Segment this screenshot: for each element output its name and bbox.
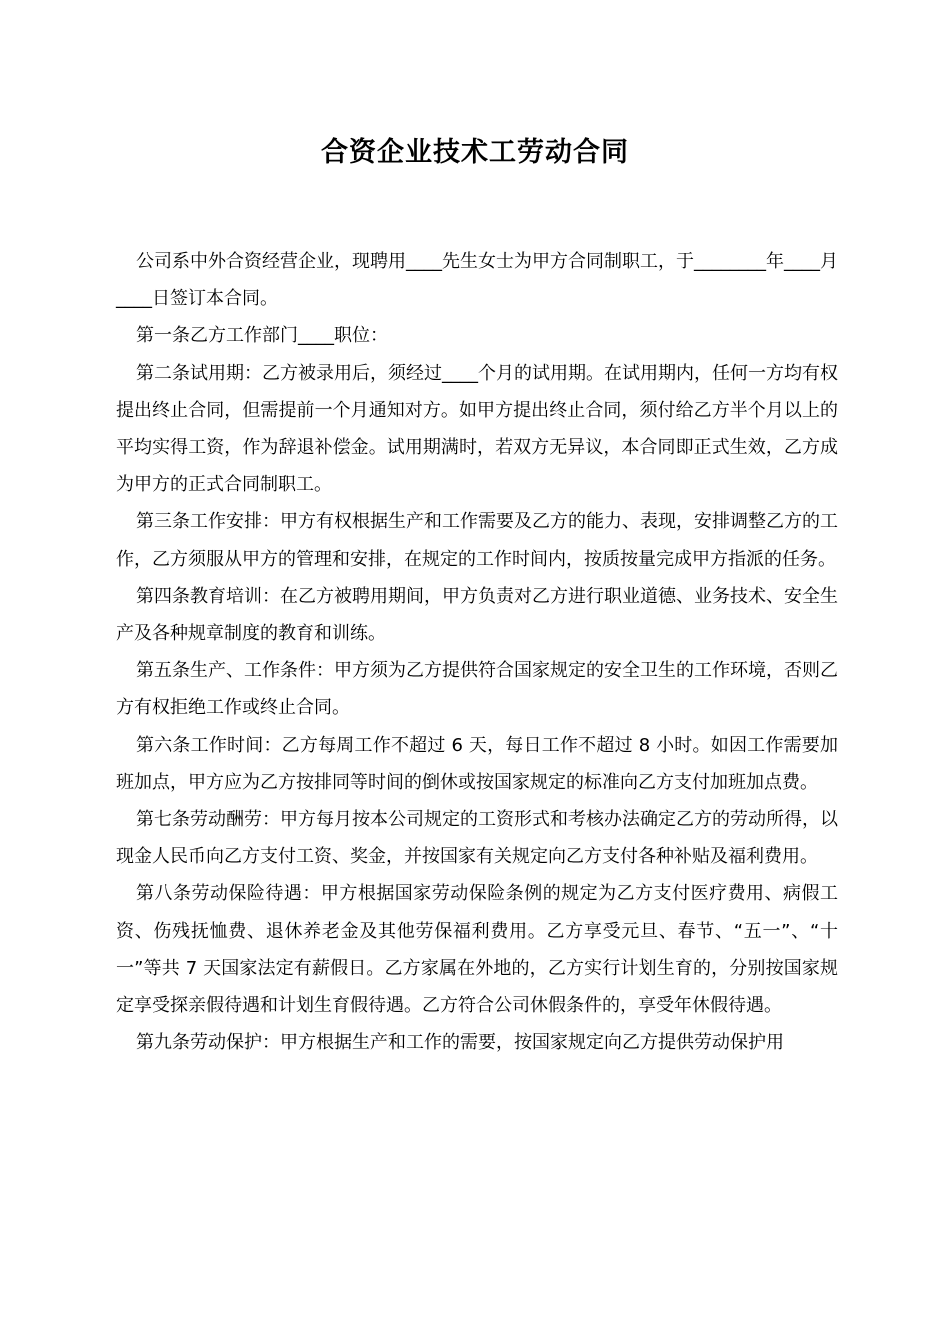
paragraph-article-3: 第三条工作安排：甲方有权根据生产和工作需要及乙方的能力、表现，安排调整乙方的工作，乙方须服从甲方的管理和安排，在规定的工作时间内，按质按量完成甲方指派的任务。 [116,511,838,570]
paragraph-article-2: 第二条试用期：乙方被录用后，须经过____个月的试用期。在试用期内，任何一方均有权提出终止合同，但需提前一个月通知对方。如甲方提出终止合同，须付给乙方半个月以上的平均实得工资，作为辞退补偿金。试用期满时，若双方无异议，本合同即正式生效，乙方成为甲方的正式合同制职工。 [116,362,838,496]
paragraph-article-7: 第七条劳动酬劳：甲方每月按本公司规定的工资形式和考核办法确定乙方的劳动所得，以现金人民币向乙方支付工资、奖金，并按国家有关规定向乙方支付各种补贴及福利费用。 [116,809,838,868]
paragraph-article-1: 第一条乙方工作部门____职位： [136,325,388,347]
document-title: 合资企业技术工劳动合同 [321,137,629,168]
paragraph-article-9: 第九条劳动保护：甲方根据生产和工作的需要，按国家规定向乙方提供劳动保护用 [136,1032,784,1054]
paragraph-article-4: 第四条教育培训：在乙方被聘用期间，甲方负责对乙方进行职业道德、业务技术、安全生产及各种规章制度的教育和训练。 [116,585,838,645]
paragraph-article-6: 第六条工作时间：乙方每周工作不超过 6 天，每日工作不超过 8 小时。如因工作需要加班加点，甲方应为乙方按排同等时间的倒休或按国家规定的标准向乙方支付加班加点费。 [116,734,838,793]
paragraph-article-5: 第五条生产、工作条件：甲方须为乙方提供符合国家规定的安全卫生的工作环境，否则乙方有权拒绝工作或终止合同。 [116,660,838,719]
paragraph-article-8: 第八条劳动保险待遇：甲方根据国家劳动保险条例的规定为乙方支付医疗费用、病假工资、伤残抚恤费、退休养老金及其他劳保福利费用。乙方享受元旦、春节、“五一”、“十一”等共 7 天国家法定有薪假日。乙方家属在外地的，乙方实行计划生育的，分别按国家规定享受探亲假待遇和计划生育假待遇。乙方符合公司休假条件的，享受年休假待遇。 [116,883,838,1017]
paragraph-intro: 公司系中外合资经营企业，现聘用____先生女士为甲方合同制职工，于________年____月____日签订本合同。 [116,251,838,310]
document-body [116,243,838,1061]
